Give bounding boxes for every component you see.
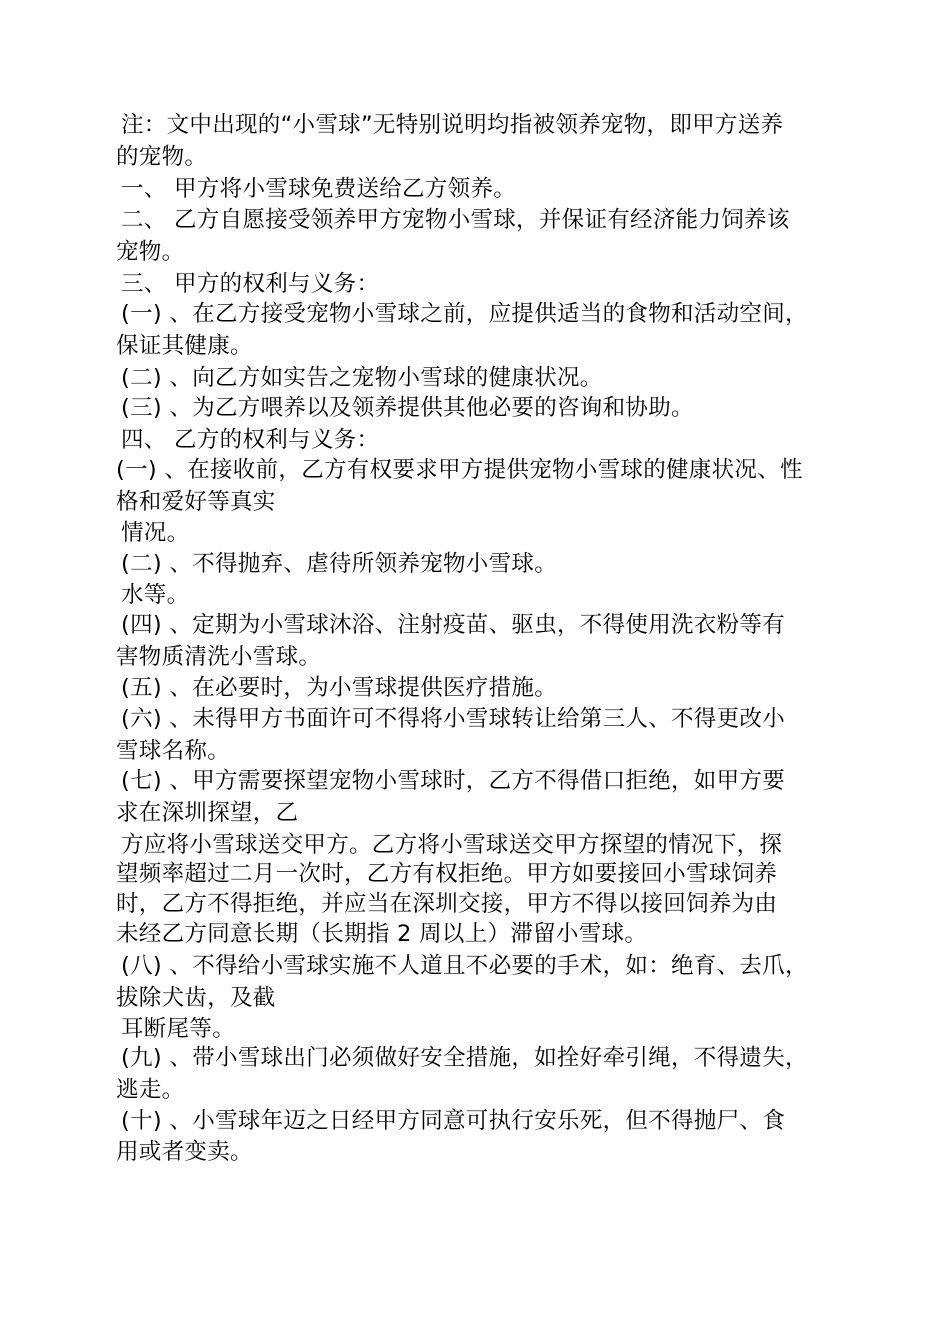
text-line: 用或者变卖。 xyxy=(116,1139,253,1165)
text-line: (一) 、在接收前，乙方有权要求甲方提供宠物小雪球的健康状况、性 xyxy=(116,457,803,483)
text-line: 情况。 xyxy=(121,520,190,546)
text-line: (六) 、未得甲方书面许可不得将小雪球转让给第三人、不得更改小 xyxy=(121,706,786,732)
text-line: 四、 乙方的权利与义务： xyxy=(121,427,380,453)
text-line: (二) 、不得抛弃、虐待所领养宠物小雪球。 xyxy=(121,551,558,577)
text-line: 一、 甲方将小雪球免费送给乙方领养。 xyxy=(121,176,517,202)
text-line: (八) 、不得给小雪球实施不人道且不必要的手术，如：绝育、去爪， xyxy=(121,953,808,979)
text-line: 三、 甲方的权利与义务： xyxy=(121,271,380,297)
text-line: 逃走。 xyxy=(116,1077,185,1103)
text-line: 未经乙方同意长期（长期指 2 周以上）滞留小雪球。 xyxy=(116,921,648,947)
text-line: 水等。 xyxy=(121,582,190,608)
text-line: 望频率超过二月一次时，乙方有权拒绝。甲方如要接回小雪球饲养 xyxy=(116,861,778,887)
text-line: (七) 、甲方需要探望宠物小雪球时，乙方不得借口拒绝，如甲方要 xyxy=(121,768,786,794)
text-line: 害物质清洗小雪球。 xyxy=(116,644,322,670)
text-line: (二) 、向乙方如实告之宠物小雪球的健康状况。 xyxy=(121,365,603,391)
text-line: (四) 、定期为小雪球沐浴、注射疫苗、驱虫，不得使用洗衣粉等有 xyxy=(121,612,786,638)
text-line: 时，乙方不得拒绝，并应当在深圳交接，甲方不得以接回饲养为由 xyxy=(116,891,778,917)
text-line: (三) 、为乙方喂养以及领养提供其他必要的咨询和协助。 xyxy=(121,395,694,421)
text-line: (五) 、在必要时，为小雪球提供医疗措施。 xyxy=(121,675,558,701)
text-line: (十) 、小雪球年迈之日经甲方同意可执行安乐死，但不得抛尸、食 xyxy=(121,1108,786,1134)
text-line: (一) 、在乙方接受宠物小雪球之前，应提供适当的食物和活动空间， xyxy=(121,301,808,327)
text-line: 注：文中出现的“小雪球”无特别说明均指被领养宠物，即甲方送养 xyxy=(121,112,784,138)
text-line: 拔除犬齿，及截 xyxy=(116,985,276,1011)
text-line: 的宠物。 xyxy=(116,144,208,170)
text-line: 求在深圳探望，乙 xyxy=(116,800,299,826)
text-line: 保证其健康。 xyxy=(116,333,253,359)
text-line: 雪球名称。 xyxy=(116,738,231,764)
text-line: 耳断尾等。 xyxy=(121,1016,236,1042)
text-line: 二、 乙方自愿接受领养甲方宠物小雪球，并保证有经济能力饲养该 xyxy=(121,207,790,233)
text-line: 方应将小雪球送交甲方。乙方将小雪球送交甲方探望的情况下，探 xyxy=(121,832,783,858)
text-line: 宠物。 xyxy=(116,239,185,265)
text-line: 格和爱好等真实 xyxy=(116,489,276,515)
text-line: (九) 、带小雪球出门必须做好安全措施，如拴好牵引绳，不得遗失， xyxy=(121,1045,808,1071)
